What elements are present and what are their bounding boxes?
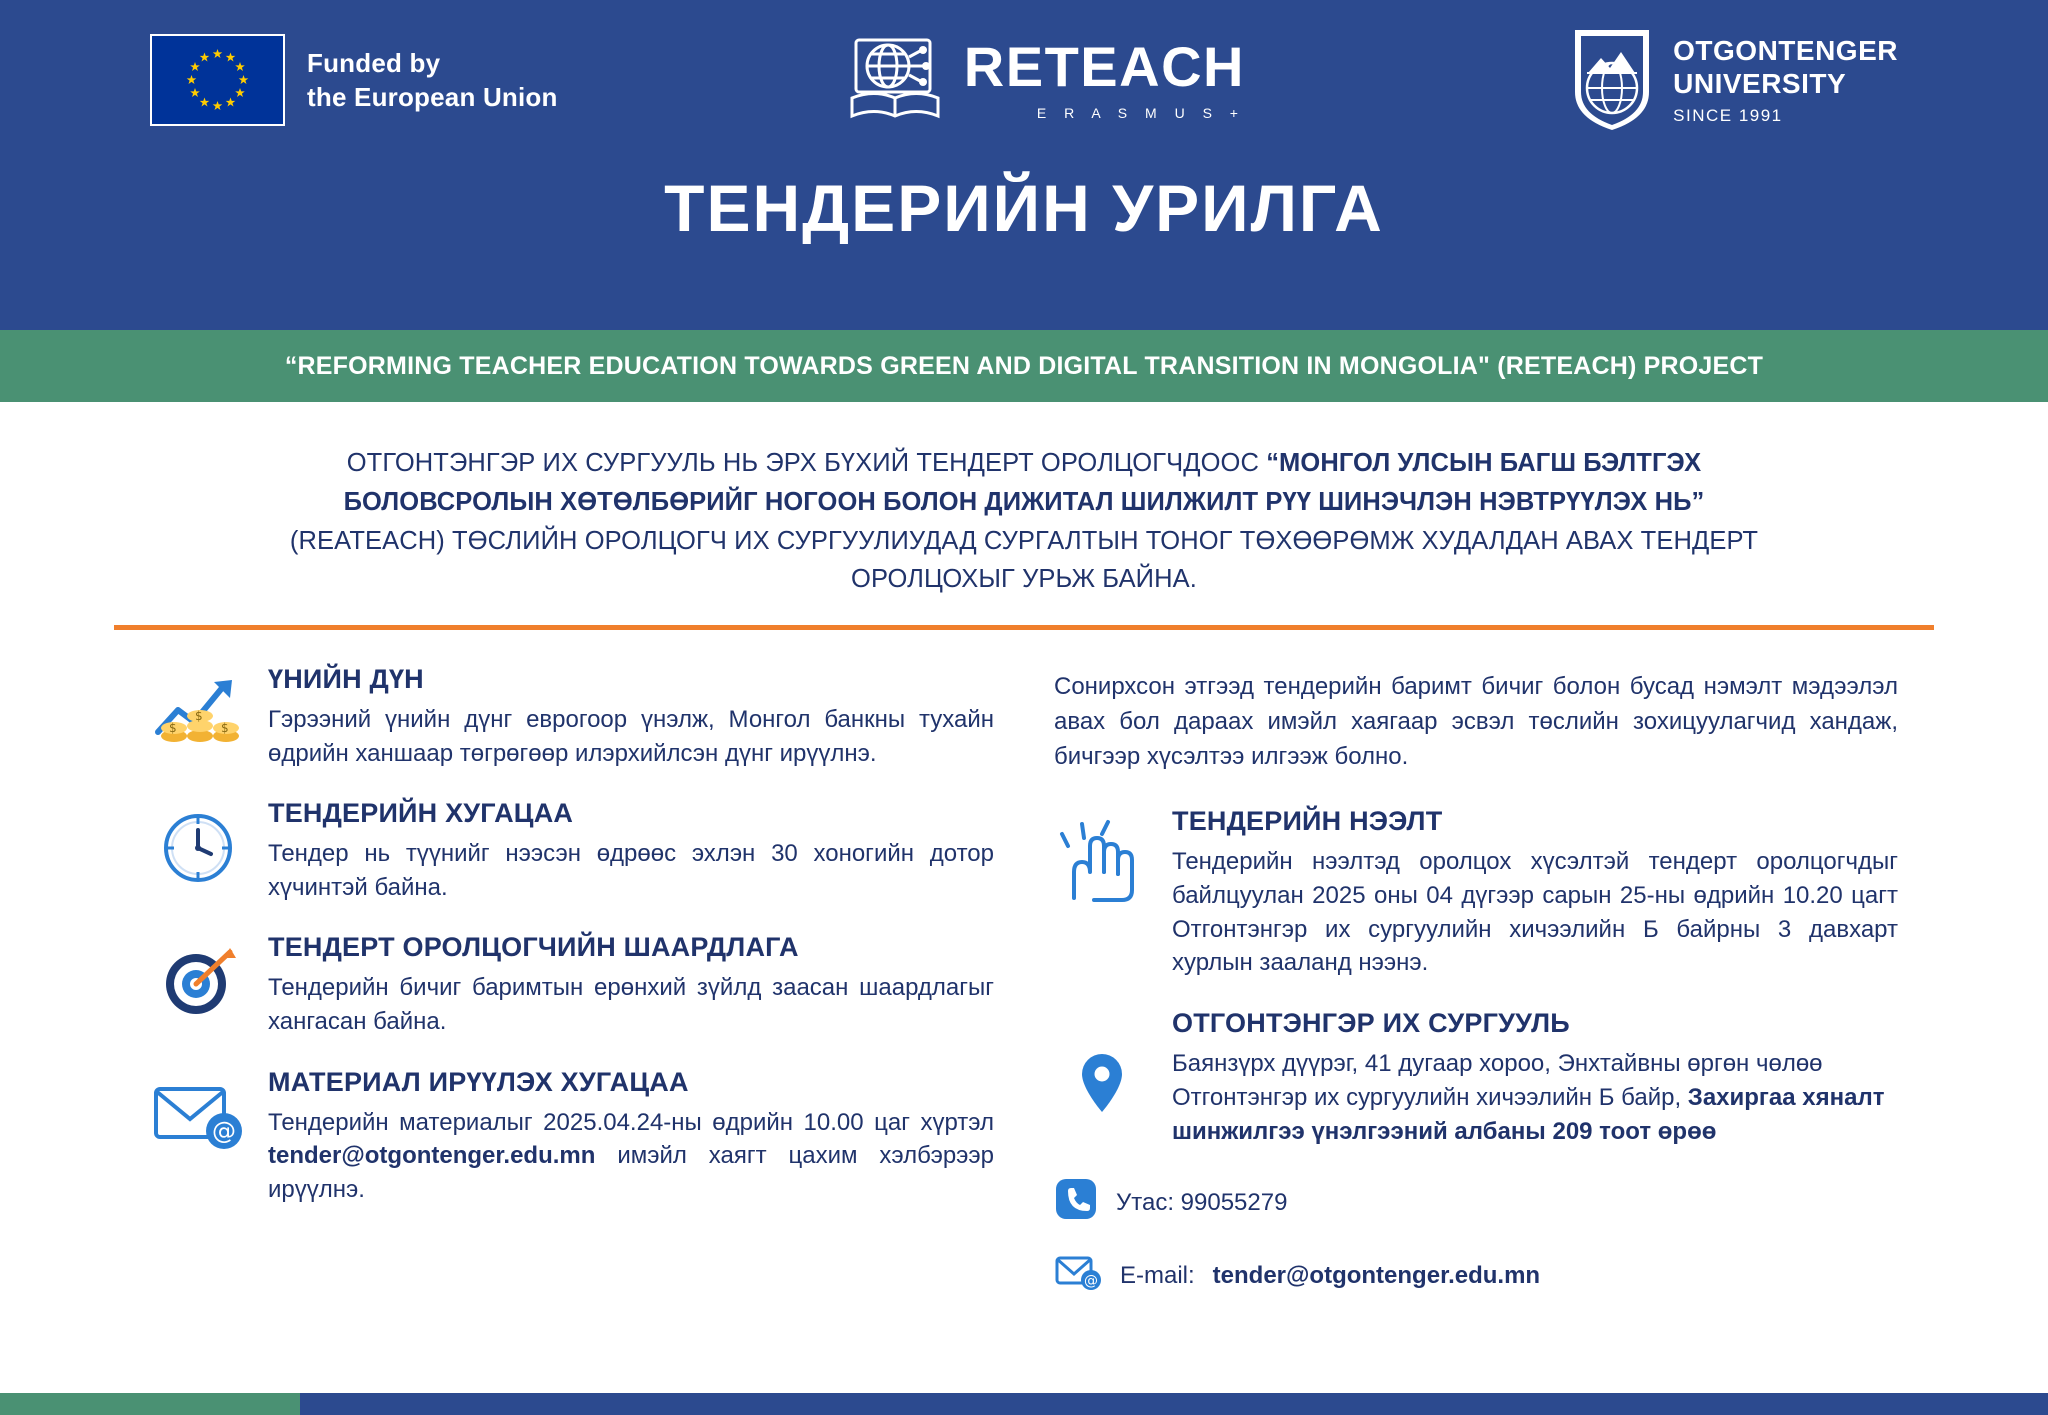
- contact-phone[interactable]: [1054, 1177, 1898, 1228]
- reteach-logo: [842, 32, 1245, 128]
- contact-email[interactable]: [1054, 1250, 1898, 1301]
- project-subtitle-bar: [0, 330, 2048, 402]
- otgontenger-logo: [1569, 26, 1898, 134]
- bottom-stripe: [0, 1393, 2048, 1415]
- contact-email-address[interactable]: tender@otgontenger.edu.mn: [1212, 1261, 1541, 1289]
- section-submission: [150, 1067, 994, 1207]
- eu-funding-text: [307, 46, 558, 115]
- email-at-icon: [1054, 1250, 1102, 1301]
- section-price-body: [268, 664, 994, 770]
- section-address-heading: ОТГОНТЭНГЭР ИХ СУРГУУЛЬ: [1172, 1007, 1570, 1038]
- section-tender-opening-body: [1172, 806, 1898, 979]
- clock-icon: [150, 798, 246, 894]
- section-duration-text: Тендер нь түүнийг нээсэн өдрөөс эхлэн 30 хоногийн дотор хүчинтэй байна.: [268, 840, 994, 901]
- section-requirements: [150, 932, 994, 1038]
- section-tender-opening-text: Тендерийн нээлтэд оролцох хүсэлтэй тендерт оролцогчдыг байлцуулан 2025 оны 04 дүгээр сарын 25-ны өдрийн 10.20 цагт Отгонтэнгэр их сургуулийн хичээлийн Б байрны 3 давхарт хурлын зааланд нээнэ.: [1172, 848, 1898, 977]
- content-columns: [0, 630, 2048, 1301]
- otgontenger-shield-icon: [1569, 26, 1655, 134]
- section-submission-heading: МАТЕРИАЛ ИРҮҮЛЭХ ХУГАЦАА: [268, 1066, 689, 1097]
- eu-funding-logo: [150, 34, 558, 126]
- svg-text:@: @: [212, 1116, 236, 1145]
- section-requirements-text: Тендерийн бичиг баримтын ерөнхий зүйлд заасан шаардлагыг хангасан байна.: [268, 974, 994, 1035]
- section-submission-text: [268, 1106, 994, 1207]
- address-text-bold: Захиргаа хяналт шинжилгээ үнэлгээний албаны 209 тоот өрөө: [1172, 1083, 1885, 1145]
- eu-stars-svg: [152, 36, 283, 124]
- section-requirements-body: [268, 932, 994, 1038]
- intro-bold: “МОНГОЛ УЛСЫН БАГШ БЭЛТГЭХ БОЛОВСРОЛЫН ХӨТӨЛБӨРИЙГ НОГООН БОЛОН ДИЖИТАЛ ШИЛЖИЛТ РҮҮ ШИНЭЧЛЭН НЭВТРҮҮЛЭХ НЬ”: [343, 449, 1705, 516]
- section-price: [150, 664, 994, 770]
- reteach-title: RETEACH: [963, 35, 1245, 98]
- section-tender-opening: [1054, 806, 1898, 979]
- submission-text-part1: Тендерийн материалыг 2025.04.24-ны өдрийн 10.00 цаг хүртэл: [268, 1108, 994, 1136]
- address-text-part1: Баянзүрх дүүрэг, 41 дугаар хороо, Энхтайвны өргөн чөлөө Отгонтэнгэр их сургуулийн хичээлийн Б байр,: [1172, 1049, 1823, 1111]
- contact-email-prefix: E-mail:: [1120, 1261, 1195, 1289]
- intro-part1: ОТГОНТЭНГЭР ИХ СУРГУУЛЬ НЬ ЭРХ БҮХИЙ ТЕНДЕРТ ОРОЛЦОГЧДООС: [346, 449, 1267, 477]
- section-submission-body: [268, 1067, 994, 1207]
- target-dart-icon: [150, 932, 246, 1028]
- section-requirements-heading: ТЕНДЕРТ ОРОЛЦОГЧИЙН ШААРДЛАГА: [268, 932, 799, 963]
- section-duration-heading: ТЕНДЕРИЙН ХУГАЦАА: [268, 798, 574, 829]
- otgontenger-name-line1: OTGONTENGER: [1673, 34, 1898, 66]
- svg-text:$: $: [169, 721, 177, 735]
- raised-hands-icon: [1054, 806, 1150, 902]
- otgontenger-text: [1673, 34, 1898, 126]
- svg-text:@: @: [1084, 1273, 1098, 1289]
- submission-text-part2: имэйл хаягт цахим хэлбэрээр ирүүлнэ.: [268, 1142, 994, 1203]
- eu-flag-icon: [150, 34, 285, 126]
- email-at-icon: [150, 1067, 246, 1163]
- logo-row: [0, 0, 2048, 160]
- section-duration-body: [268, 798, 994, 904]
- poster-header: [0, 0, 2048, 330]
- section-tender-opening-heading: ТЕНДЕРИЙН НЭЭЛТ: [1172, 806, 1443, 837]
- project-subtitle-text: “REFORMING TEACHER EDUCATION TOWARDS GREEN AND DIGITAL TRANSITION IN MONGOLIA" (RETEACH) PROJECT: [284, 351, 1764, 380]
- svg-text:$: $: [195, 709, 203, 723]
- section-price-text: Гэрээний үнийн дүнг еврогоор үнэлж, Монгол банкны тухайн өдрийн ханшаар төгрөгөөр илэрхийлсэн дүнг ирүүлнэ.: [268, 706, 994, 767]
- intro-paragraph: [0, 402, 2048, 599]
- eu-funded-line1: Funded by: [307, 47, 441, 78]
- svg-text:$: $: [221, 721, 229, 735]
- price-chart-coins-icon: [150, 664, 246, 760]
- otgontenger-name-line2: UNIVERSITY: [1673, 67, 1847, 99]
- page-title: ТЕНДЕРИЙН УРИЛГА: [664, 171, 1384, 245]
- right-intro-text: Сонирхсон этгээд тендерийн баримт бичиг болон бусад нэмэлт мэдээлэл авах бол дараах имэйл хаягаар эсвэл төслийн зохицуулагчид хандаж, бичгээр хүсэлтээ илгээж болно.: [1054, 673, 1898, 770]
- bottom-stripe-accent: [0, 1393, 300, 1415]
- eu-funded-line2: the European Union: [307, 82, 558, 112]
- reteach-globe-book-icon: [842, 32, 948, 128]
- submission-email[interactable]: tender@otgontenger.edu.mn: [268, 1142, 596, 1170]
- section-address-body: [1172, 1008, 1898, 1149]
- section-address-text: [1172, 1047, 1898, 1149]
- otgontenger-since: SINCE 1991: [1673, 106, 1783, 125]
- location-pin-icon: [1054, 1008, 1150, 1104]
- reteach-subtitle: E R A S M U S +: [1036, 105, 1245, 121]
- phone-icon: [1054, 1177, 1098, 1228]
- section-address: [1054, 1008, 1898, 1149]
- reteach-wordmark: [963, 35, 1245, 121]
- left-column: [150, 664, 994, 1301]
- intro-part2: (REATEACH) ТӨСЛИЙН ОРОЛЦОГЧ ИХ СУРГУУЛИУДАД СУРГАЛТЫН ТОНОГ ТӨХӨӨРӨМЖ ХУДАЛДАН АВАХ ТЕНДЕРТ ОРОЛЦОХЫГ УРЬЖ БАЙНА.: [289, 526, 1759, 594]
- right-column: [1054, 664, 1898, 1301]
- section-price-heading: ҮНИЙН ДҮН: [268, 664, 424, 694]
- section-duration: [150, 798, 994, 904]
- contact-phone-label: Утас: 99055279: [1116, 1188, 1288, 1216]
